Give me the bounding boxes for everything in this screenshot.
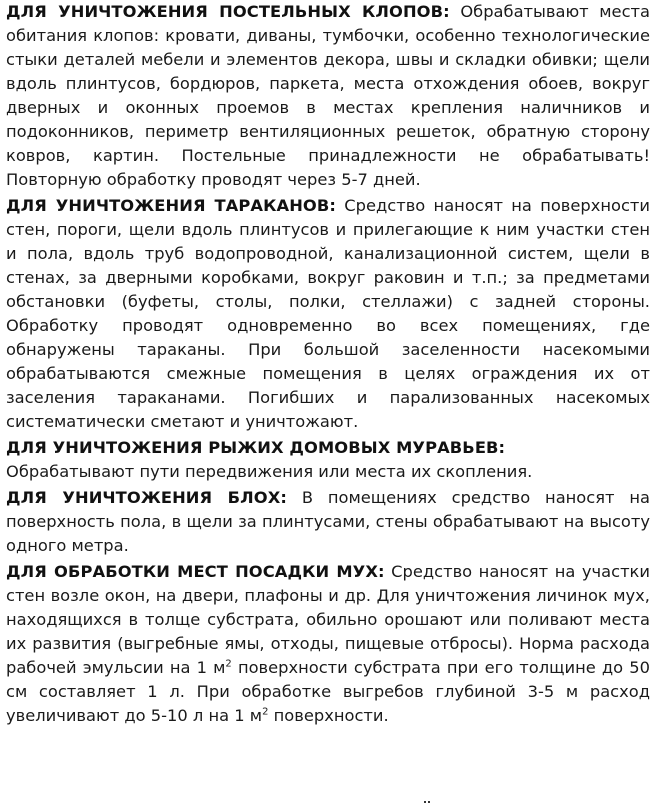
section-text-part: Средство наносят на участки стен возле окон, на двери, плафоны и др. Для уничтожения личинок мух, находящихся в толще субстрата, обильно орошают или поливают места их развития (выгребные ямы, отходы, пищевые отбросы). Норма расхода рабочей эмульсии на 1 м xyxy=(6,562,650,677)
cropped-text-fragment xyxy=(424,801,430,804)
section-text-part: поверхности. xyxy=(268,706,389,725)
instructions-document xyxy=(6,0,650,728)
section-cockroaches xyxy=(6,194,650,434)
superscript: 2 xyxy=(262,706,269,718)
section-text-part: поверхности субстрата при его толщине до 50 см составляет 1 л. При обработке выгребов глубиной 3-5 м расход увеличивают до 5-10 л на 1 м xyxy=(6,658,650,725)
section-heading: ДЛЯ УНИЧТОЖЕНИЯ РЫЖИХ ДОМОВЫХ МУРАВЬЕВ: xyxy=(6,438,506,457)
section-heading: ДЛЯ УНИЧТОЖЕНИЯ ТАРАКАНОВ: xyxy=(6,196,336,215)
superscript: 2 xyxy=(225,658,232,670)
section-flies xyxy=(6,560,650,728)
section-fleas xyxy=(6,486,650,558)
section-text: Обрабатывают места обитания клопов: кровати, диваны, тумбочки, особенно технологические стыки деталей мебели и элементов декора, швы и складки обивки; щели вдоль плинтусов, бордюров, паркета, места отхождения обоев, вокруг дверных и оконных проемов в местах крепления наличников и подоконников, периметр вентиляционных решеток, обратную сторону ковров, картин. Постельные принадлежности не обрабатывать! Повторную обработку проводят через 5-7 дней. xyxy=(6,2,650,189)
section-bedbugs xyxy=(6,0,650,192)
section-text: Обрабатывают пути передвижения или места их скопления. xyxy=(6,462,533,481)
section-text: В помещениях средство наносят на поверхность пола, в щели за плинтусами, стены обрабатывают на высоту одного метра. xyxy=(6,488,650,555)
section-ants xyxy=(6,436,650,484)
section-heading: ДЛЯ УНИЧТОЖЕНИЯ ПОСТЕЛЬНЫХ КЛОПОВ: xyxy=(6,2,450,21)
section-text: Средство наносят на поверхности стен, пороги, щели вдоль плинтусов и прилегающие к ним участки стен и пола, вдоль труб водопроводной, канализационной систем, щели в стенах, за дверными коробками, вокруг раковин и т.п.; за предметами обстановки (буфеты, столы, полки, стеллажи) с задней стороны. Обработку проводят одновременно во всех помещениях, где обнаружены тараканы. При большой заселенности насекомыми обрабатываются смежные помещения в целях ограждения их от заселения тараканами. Погибших и парализованных насекомых систематически сметают и уничтожают. xyxy=(6,196,651,431)
section-heading: ДЛЯ ОБРАБОТКИ МЕСТ ПОСАДКИ МУХ: xyxy=(6,562,385,581)
section-heading: ДЛЯ УНИЧТОЖЕНИЯ БЛОХ: xyxy=(6,488,287,507)
